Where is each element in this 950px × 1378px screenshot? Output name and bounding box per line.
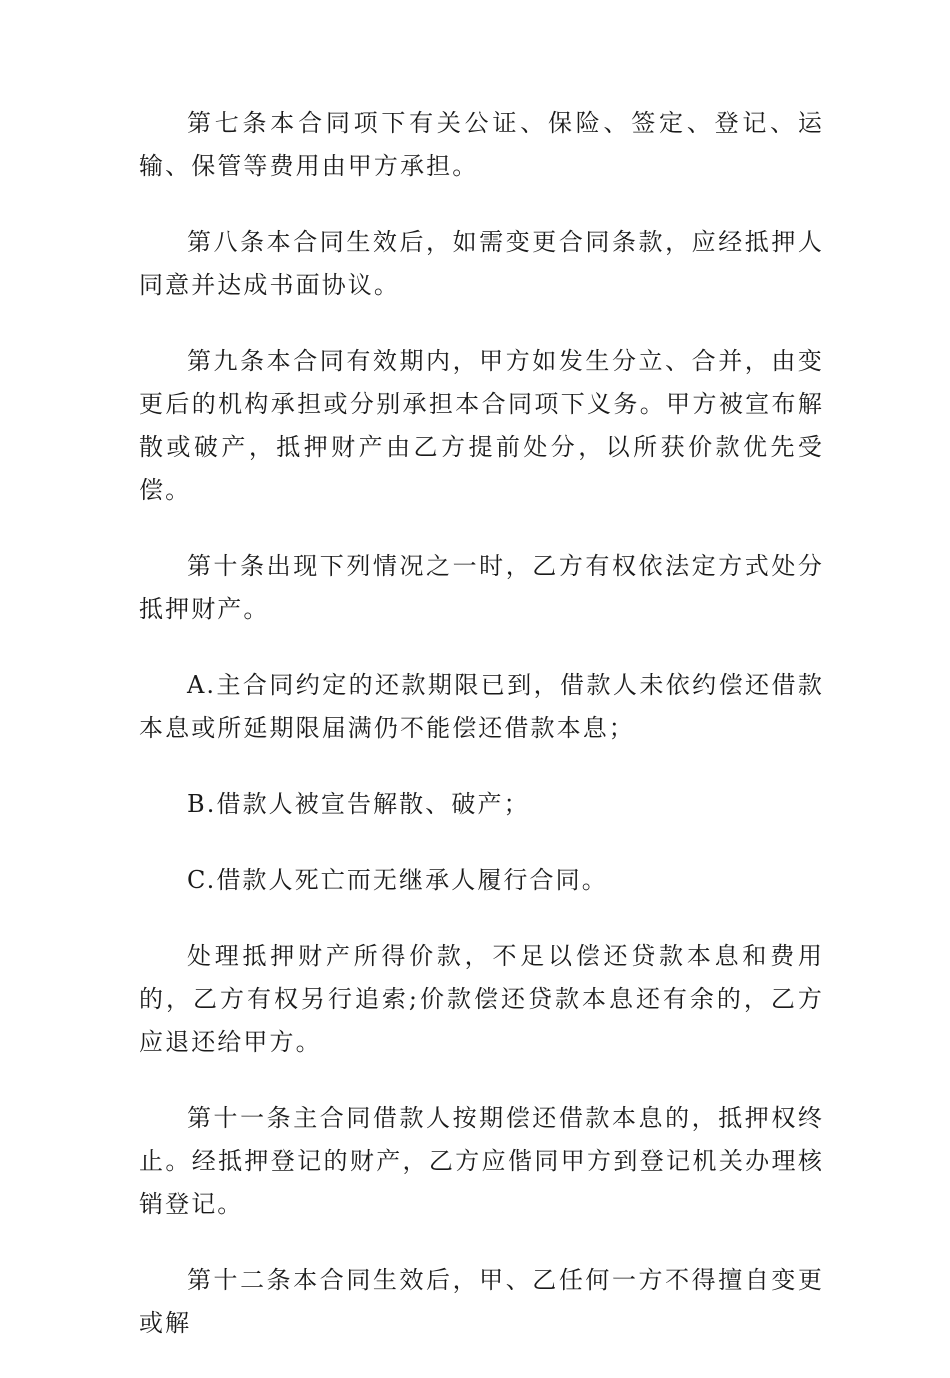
clause-8: 第八条本合同生效后，如需变更合同条款，应经抵押人同意并达成书面协议。 bbox=[139, 228, 824, 299]
clause-10-item-c: C.借款人死亡而无继承人履行合同。 bbox=[187, 866, 608, 894]
clause-11: 第十一条主合同借款人按期偿还借款本息的，抵押权终止。经抵押登记的财产，乙方应偕同甲方到登记机关办理核销登记。 bbox=[139, 1104, 824, 1218]
proceeds-paragraph: 处理抵押财产所得价款，不足以偿还贷款本息和费用的，乙方有权另行追索;价款偿还贷款本息还有余的，乙方应退还给甲方。 bbox=[139, 942, 824, 1056]
clause-9: 第九条本合同有效期内，甲方如发生分立、合并，由变更后的机构承担或分别承担本合同项下义务。甲方被宣布解散或破产，抵押财产由乙方提前处分，以所获价款优先受偿。 bbox=[139, 347, 824, 504]
document-body bbox=[139, 102, 824, 1378]
clause-10-item-a: A.主合同约定的还款期限已到，借款人未依约偿还借款本息或所延期限届满仍不能偿还借款本息； bbox=[139, 671, 824, 742]
clause-10-item-b: B.借款人被宣告解散、破产； bbox=[187, 790, 530, 818]
clause-7: 第七条本合同项下有关公证、保险、签定、登记、运输、保管等费用由甲方承担。 bbox=[139, 109, 824, 180]
clause-12: 第十二条本合同生效后，甲、乙任何一方不得擅自变更或解 bbox=[139, 1266, 824, 1337]
clause-10: 第十条出现下列情况之一时，乙方有权依法定方式处分抵押财产。 bbox=[139, 552, 824, 623]
